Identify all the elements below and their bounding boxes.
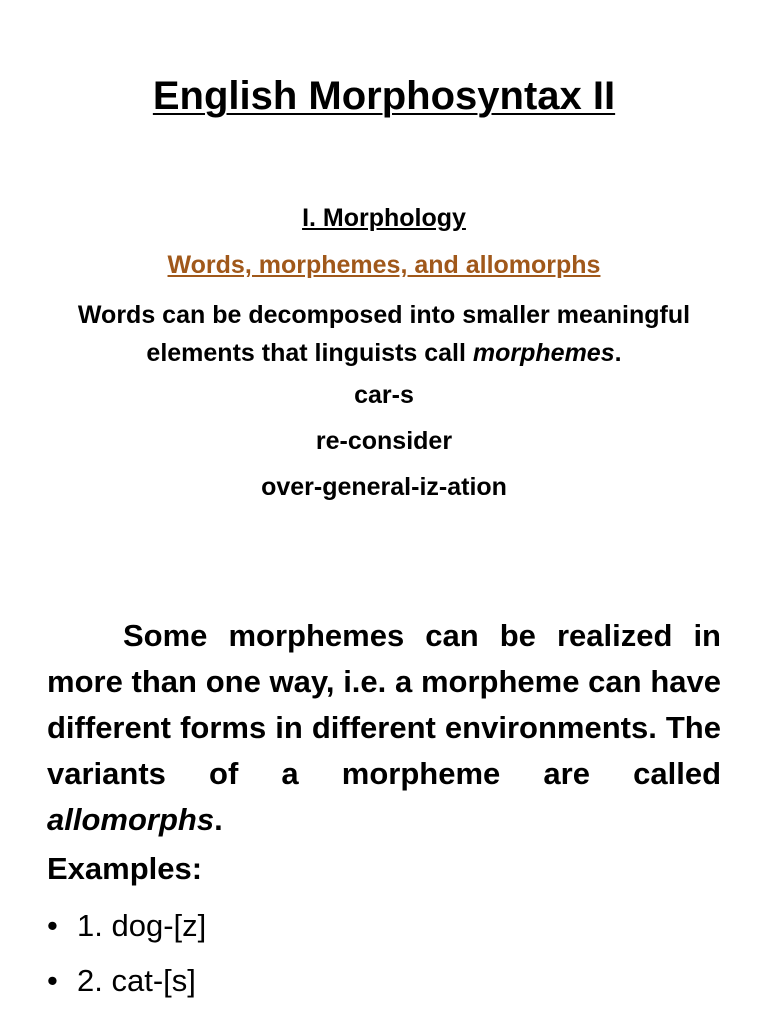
example-text: 2. cat-[s] (77, 963, 196, 998)
morpheme-example: re-consider (315, 427, 453, 455)
allomorph-paragraph (47, 613, 721, 843)
subsection-heading: Words, morphemes, and allomorphs (167, 251, 601, 279)
bullet-icon: • (47, 908, 58, 943)
morpheme-example: over-general-iz-ation (261, 473, 507, 501)
paragraph-text-end: . (214, 802, 223, 837)
slide-title: English Morphosyntax II (152, 74, 616, 118)
morpheme-example: car-s (354, 381, 414, 409)
bullet-icon: • (47, 963, 58, 998)
intro-text-end: . (614, 339, 622, 367)
section-heading: I. Morphology (302, 204, 466, 232)
paragraph-term-allomorphs: allomorphs (47, 802, 215, 837)
example-text: 1. dog-[z] (77, 908, 207, 943)
intro-term-morphemes: morphemes (472, 339, 615, 367)
examples-heading: Examples: (47, 851, 203, 886)
intro-text (30, 296, 738, 372)
intro-text-start: Words can be decomposed into smaller meaningful elements that linguists call (77, 301, 691, 367)
list-item (47, 906, 206, 961)
list-item (47, 961, 206, 1016)
paragraph-text-start: Some morphemes can be realized in more than one way, i.e. a morpheme can have different forms in different environments. The variants of a morpheme are called (47, 618, 721, 791)
examples-list (47, 906, 206, 1016)
